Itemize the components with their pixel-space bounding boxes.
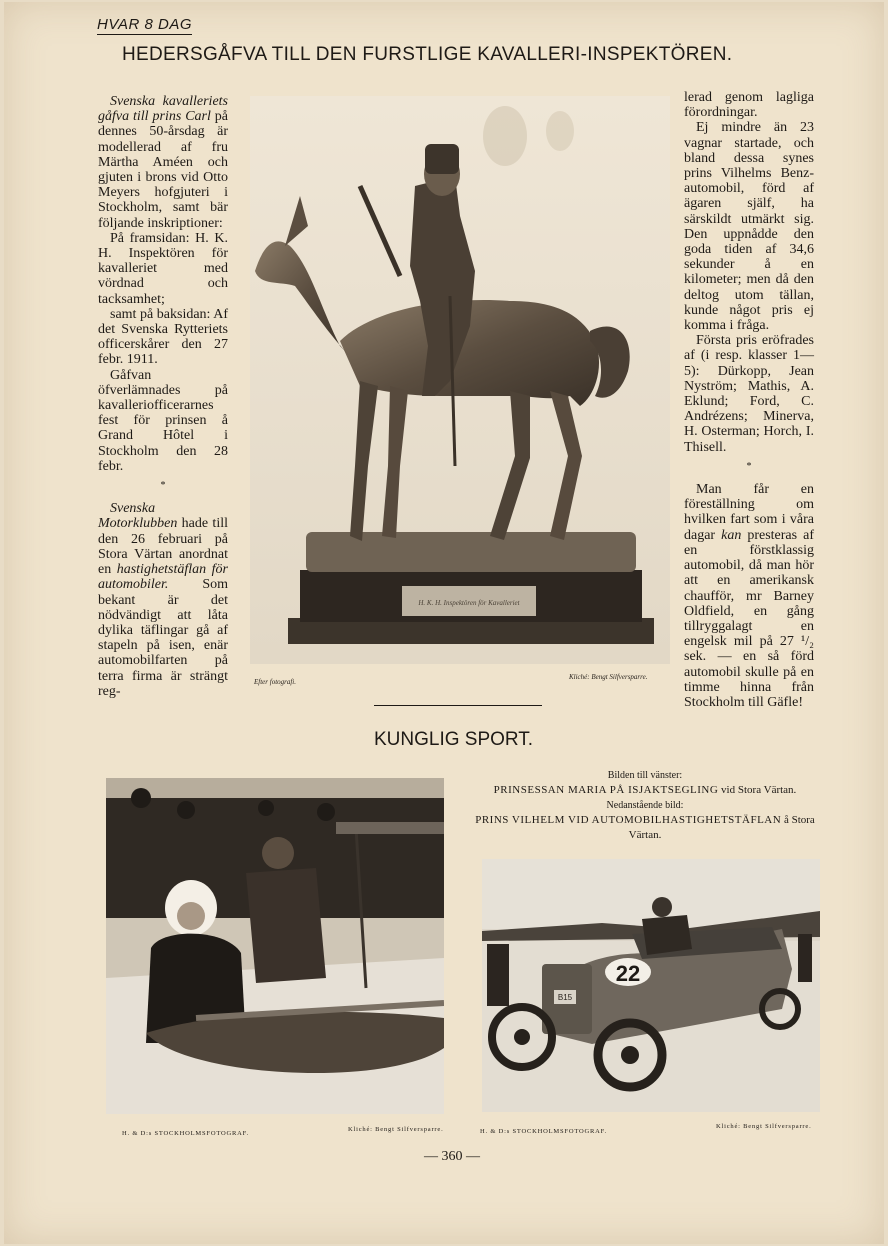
license-plate: B15 <box>557 993 573 1002</box>
photo-credit: H. & D:s STOCKHOLMSFOTOGRAF. <box>480 1128 607 1135</box>
lead-phrase: Svenska kavalleriets gåfva till prins Carl <box>98 94 228 125</box>
paragraph: samt på baksidan: Af det Svenska Rytteriets officerskårer den 27 febr. 1911. <box>98 306 228 368</box>
statuette-photo <box>250 96 670 664</box>
emphasis-text: kan <box>721 527 742 543</box>
paragraph: På framsidan: H. K. H. Inspektören för kavalleriet med vördnad och tacksamhet; <box>98 230 228 307</box>
caption-text: vid Stora Värtan. <box>718 784 797 796</box>
paragraph: Ej mindre än 23 vagnar startade, och bland dessa synes prins Vilhelms Benz-automobil, förd af ägaren själf, ha särskildt utmärkt sig. Den uppnådde den goda tiden af 34,6 sekunder å en kilometer; men då den deltog utom tällan, kunde något pris ej komma i fråga. <box>684 120 814 334</box>
page-headline: HEDERSGÅFVA TILL DEN FURSTLIGE KAVALLERI-INSPEKTÖREN. <box>122 44 733 65</box>
photo-credit-right: Kliché: Bengt Silfversparre. <box>569 673 648 681</box>
section-label: HVAR 8 DAG <box>97 16 193 33</box>
photo-credit: Kliché: Bengt Silfversparre. <box>716 1123 812 1130</box>
left-text-column <box>98 94 228 699</box>
paragraph-text: Som bekant är det nödvändigt att låta dylika täflingar gå af stapeln på isen, enär automobilfarten på terra firma är strängt reg- <box>98 577 228 699</box>
lead-phrase: Svenska Motorklubben <box>98 501 178 532</box>
caption-label: Bilden till vänster: <box>607 770 683 781</box>
caption-text: PRINS VILHELM VID AUTOMOBILHASTIGHETSTÄFLAN <box>475 814 782 826</box>
photo-captions <box>472 768 818 843</box>
equestrian-statuette-image <box>250 96 670 664</box>
plinth-plaque: H. K. H. Inspektören för Kavalleriet <box>418 599 520 607</box>
paragraph-text: hade till den 26 februari på Stora Värtan anordnat en <box>98 516 228 578</box>
section-separator: * <box>746 460 752 472</box>
race-car-image <box>482 859 820 1112</box>
paragraph: Gåfvan öfverlämnades på kavalleriofficerarnes fest för prinsen å Grand Hôtel i Stockholm den 28 febr. <box>98 367 228 474</box>
caption-text: PRINSESSAN MARIA PÅ ISJAKTSEGLING <box>493 784 719 796</box>
section-divider <box>374 705 542 706</box>
emphasis-text: hastighetstäflan för automobiler. <box>98 562 228 593</box>
paragraph: Första pris eröfrades af (i resp. klasser 1—5): Dürkopp, Jean Nyström; Mathis, A. Eklund; Ford, C. Andrézens; Minerva, H. Osterman; Horch, I. Thisell. <box>684 333 814 455</box>
magazine-page <box>4 2 884 1244</box>
photo-credit-left: Efter fotografi. <box>254 678 296 686</box>
ice-yacht-photo <box>106 778 444 1114</box>
paragraph-text: på dennes 50-årsdag är modellerad af fru Märtha Améen och gjuten i brons vid Otto Meyers hofgjuteri i Stockholm, samt bär följande inskriptioner: <box>98 109 229 231</box>
paragraph: lerad genom lagliga förordningar. <box>684 90 814 121</box>
race-number: 22 <box>615 961 641 986</box>
caption-label: Nedanstående bild: <box>606 800 684 811</box>
ice-yachting-image <box>106 778 444 1114</box>
photo-credit: Kliché: Bengt Silfversparre. <box>348 1126 444 1133</box>
page-number: — 360 — <box>424 1149 480 1164</box>
paragraph-text: presteras af en förstklassig automobil, då man hör att en amerikansk chaufför, mr Barney Oldfield, en gång tillryggalagt en engelsk mil på 27 ¹/₂ sek. — en så förd automobil skulle på en timme hinna från Stockholm till Gäfle! <box>684 527 814 710</box>
automobile-photo <box>482 859 820 1112</box>
section-separator: * <box>160 480 166 492</box>
photo-credit: H. & D:s STOCKHOLMSFOTOGRAF. <box>122 1130 249 1137</box>
caption-text: å Stora Värtan. <box>628 814 815 841</box>
paragraph-text: Man får en föreställning om hvilken fart som i våra dagar <box>684 482 814 543</box>
section-headline: KUNGLIG SPORT. <box>374 729 534 750</box>
right-text-column <box>684 90 814 710</box>
